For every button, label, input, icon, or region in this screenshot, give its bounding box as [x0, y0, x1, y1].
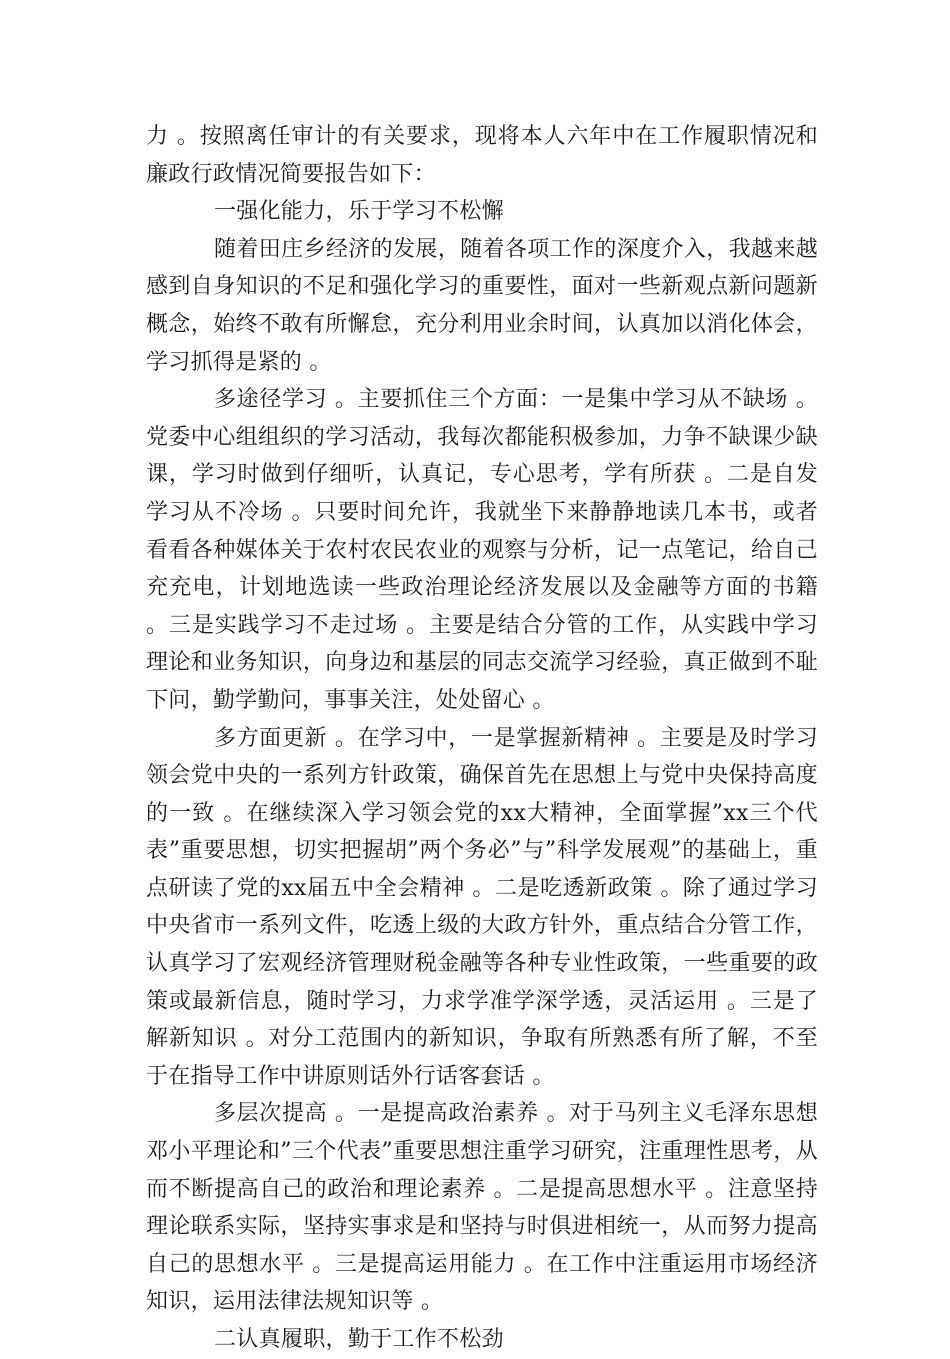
paragraph-study-overview: 随着田庄乡经济的发展，随着各项工作的深度介入，我越来越感到自身知识的不足和强化学习的重要性，面对一些新观点新问题新概念，始终不敢有所懈怠，充分利用业余时间，认真加以消化体会，学习抓得是紧的 。	[146, 236, 818, 375]
paragraph-intro-continued: 力 。按照离任审计的有关要求，现将本人六年中在工作履职情况和廉政行政情况简要报告如下：	[146, 124, 818, 187]
document-body	[146, 118, 818, 1359]
paragraph-multi-aspect-update: 多方面更新 。在学习中，一是掌握新精神 。主要是及时学习领会党中央的一系列方针政策，确保首先在思想上与党中央保持高度的一致 。在继续深入学习领会党的xx大精神，全面掌握”xx三个代表”重要思想，切实把握胡”两个务必”与”科学发展观”的基础上，重点研读了党的xx届五中全会精神 。二是吃透新政策 。除了通过学习中央省市一系列文件，吃透上级的大政方针外，重点结合分管工作，认真学习了宏观经济管理财税金融等各种专业性政策，一些重要的政策或最新信息，随时学习，力求学准学深学透，灵活运用 。三是了解新知识 。对分工范围内的新知识，争取有所熟悉有所了解，不至于在指导工作中讲原则话外行话客套话 。	[146, 725, 818, 1089]
section-heading-study: 一强化能力，乐于学习不松懈	[214, 199, 504, 225]
paragraph-multi-channel-study: 多途径学习 。主要抓住三个方面：一是集中学习从不缺场 。党委中心组组织的学习活动，我每次都能积极参加，力争不缺课少缺课，学习时做到仔细听，认真记，专心思考，学有所获 。二是自发学习从不冷场 。只要时间允许，我就坐下来静静地读几本书，或者看看各种媒体关于农村农民农业的观察与分析，记一点笔记，给自己充充电，计划地选读一些政治理论经济发展以及金融等方面的书籍 。三是实践学习不走过场 。主要是结合分管的工作，从实践中学习理论和业务知识，向身边和基层的同志交流学习经验，真正做到不耻下问，勤学勤问，事事关注，处处留心 。	[146, 387, 818, 713]
paragraph-multi-level-improvement: 多层次提高 。一是提高政治素养 。对于马列主义毛泽东思想邓小平理论和”三个代表”重要思想注重学习研究，注重理性思考，从而不断提高自己的政治和理论素养 。二是提高思想水平 。注意坚持理论联系实际，坚持实事求是和坚持与时俱进相统一，从而努力提高自己的思想水平 。三是提高运用能力 。在工作中注重运用市场经济知识，运用法律法规知识等 。	[146, 1101, 818, 1315]
section-heading-duty: 二认真履职，勤于工作不松劲	[214, 1327, 504, 1352]
